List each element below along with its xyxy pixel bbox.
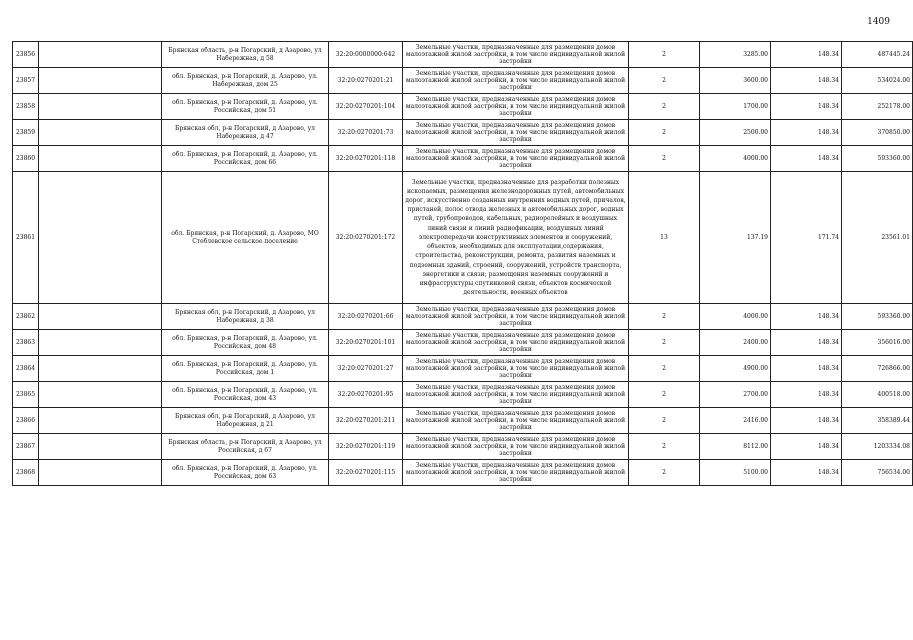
use-code-cell: 2 [629, 434, 700, 460]
use-code-cell: 2 [629, 408, 700, 434]
cadastral-number-cell: 32:20:0000000:642 [329, 42, 403, 68]
specific-value-cell: 148.34 [771, 304, 842, 330]
use-code-cell: 2 [629, 68, 700, 94]
row-number: 23865 [13, 382, 39, 408]
row-number: 23860 [13, 146, 39, 172]
cadastral-number-cell: 32:20:0270201:95 [329, 382, 403, 408]
blank-cell [39, 42, 162, 68]
row-number: 23861 [13, 172, 39, 304]
area-cell: 2400.00 [700, 330, 771, 356]
land-use-cell: Земельные участки, предназначенные для размещения домов малоэтажной жилой застройки, в том числе индивидуальной жилой застройки [403, 434, 629, 460]
cadastral-value-cell: 23561.01 [842, 172, 913, 304]
table-row [13, 460, 913, 486]
address-cell: Брянская область, р-н Погарский, д Азарово, ул Российская, д 67 [162, 434, 329, 460]
table-row [13, 68, 913, 94]
cadastral-number-cell: 32:20:0270201:73 [329, 120, 403, 146]
blank-cell [39, 68, 162, 94]
use-code-cell: 13 [629, 172, 700, 304]
address-cell: обл. Брянская, р-н Погарский, д. Азарово, ул. Российская, дом 43 [162, 382, 329, 408]
area-cell: 4000.00 [700, 304, 771, 330]
cadastral-value-cell: 252178.00 [842, 94, 913, 120]
address-cell: Брянская область, р-н Погарский, д Азарово, ул Набережная, д 58 [162, 42, 329, 68]
cadastral-number-cell: 32:20:0270201:66 [329, 304, 403, 330]
cadastral-number-cell: 32:20:0270201:211 [329, 408, 403, 434]
cadastral-value-cell: 1203334.08 [842, 434, 913, 460]
address-cell: обл. Брянская, р-н Погарский, д. Азарово, ул. Российская, дом 51 [162, 94, 329, 120]
cadastral-number-cell: 32:20:0270201:101 [329, 330, 403, 356]
blank-cell [39, 460, 162, 486]
cadastral-number-cell: 32:20:0270201:21 [329, 68, 403, 94]
blank-cell [39, 408, 162, 434]
cadastral-value-cell: 593360.00 [842, 304, 913, 330]
table-row [13, 304, 913, 330]
cadastral-value-cell: 726866.00 [842, 356, 913, 382]
address-cell: Брянская обл, р-н Погарский, д Азарово, ул Набережная, д 38 [162, 304, 329, 330]
row-number: 23858 [13, 94, 39, 120]
land-use-cell: Земельные участки, предназначенные для размещения домов малоэтажной жилой застройки, в том числе индивидуальной жилой застройки [403, 120, 629, 146]
use-code-cell: 2 [629, 460, 700, 486]
cadastral-number-cell: 32:20:0270201:27 [329, 356, 403, 382]
land-use-cell: Земельные участки, предназначенные для размещения домов малоэтажной жилой застройки, в том числе индивидуальной жилой застройки [403, 356, 629, 382]
table-row [13, 408, 913, 434]
land-use-cell: Земельные участки, предназначенные для размещения домов малоэтажной жилой застройки, в том числе индивидуальной жилой застройки [403, 460, 629, 486]
cadastral-number-cell: 32:20:0270201:115 [329, 460, 403, 486]
table-row [13, 146, 913, 172]
address-cell: обл. Брянская, р-н Погарский, д. Азарово, ул. Набережная, дом 25 [162, 68, 329, 94]
use-code-cell: 2 [629, 120, 700, 146]
use-code-cell: 2 [629, 42, 700, 68]
address-cell: обл. Брянская, р-н Погарский, д. Азарово, ул. Российская, дом 63 [162, 460, 329, 486]
specific-value-cell: 148.34 [771, 460, 842, 486]
area-cell: 3600.00 [700, 68, 771, 94]
specific-value-cell: 148.34 [771, 68, 842, 94]
area-cell: 4000.00 [700, 146, 771, 172]
row-number: 23859 [13, 120, 39, 146]
area-cell: 4900.00 [700, 356, 771, 382]
table-row [13, 434, 913, 460]
table-row [13, 356, 913, 382]
blank-cell [39, 356, 162, 382]
address-cell: обл. Брянская, р-н Погарский, д. Азарово, ул. Российская, дом 48 [162, 330, 329, 356]
area-cell: 2700.00 [700, 382, 771, 408]
land-use-cell: Земельные участки, предназначенные для разработки полезных ископаемых, размещения железнодорожных путей, автомобильных дорог, искусственно созданных внутренних водных путей, причалов, пристаней, полос отвода железных и автомобильных дорог, водных путей, трубопроводов, кабельных, радиорелейных и воздушных линий связи и линий радиофикации, воздушных линий электропередачи конструктивных элементов и сооружений, объектов, необходимых для эксплуатации,содержания, строительства, реконструкции, ремонта, развития наземных и подземных зданий, строений, сооружений, устройств транспорта, энергетики и связи; размещения наземных сооружений и инфраструктуры спутниковой связи, объектов космической деятельности, военных объектов [403, 172, 629, 304]
table-row [13, 94, 913, 120]
blank-cell [39, 120, 162, 146]
cadastral-value-cell: 487445.24 [842, 42, 913, 68]
area-cell: 3285.00 [700, 42, 771, 68]
blank-cell [39, 382, 162, 408]
land-use-cell: Земельные участки, предназначенные для размещения домов малоэтажной жилой застройки, в том числе индивидуальной жилой застройки [403, 382, 629, 408]
area-cell: 2416.00 [700, 408, 771, 434]
cadastral-value-cell: 534024.00 [842, 68, 913, 94]
area-cell: 1700.00 [700, 94, 771, 120]
address-cell: Брянская обл, р-н Погарский, д Азарово, ул Набережная, д 47 [162, 120, 329, 146]
address-cell: обл. Брянская, р-н Погарский, д. Азарово, МО Стеблевское сельское поселение [162, 172, 329, 304]
cadastral-value-cell: 400518.00 [842, 382, 913, 408]
use-code-cell: 2 [629, 330, 700, 356]
cadastral-value-cell: 358389.44 [842, 408, 913, 434]
blank-cell [39, 172, 162, 304]
cadastral-value-cell: 756534.00 [842, 460, 913, 486]
land-use-cell: Земельные участки, предназначенные для размещения домов малоэтажной жилой застройки, в том числе индивидуальной жилой застройки [403, 304, 629, 330]
row-number: 23863 [13, 330, 39, 356]
blank-cell [39, 330, 162, 356]
specific-value-cell: 148.34 [771, 146, 842, 172]
specific-value-cell: 148.34 [771, 382, 842, 408]
specific-value-cell: 148.34 [771, 94, 842, 120]
blank-cell [39, 146, 162, 172]
use-code-cell: 2 [629, 94, 700, 120]
specific-value-cell: 148.34 [771, 120, 842, 146]
row-number: 23862 [13, 304, 39, 330]
blank-cell [39, 94, 162, 120]
cadastral-value-cell: 356016.00 [842, 330, 913, 356]
row-number: 23866 [13, 408, 39, 434]
land-use-cell: Земельные участки, предназначенные для размещения домов малоэтажной жилой застройки, в том числе индивидуальной жилой застройки [403, 42, 629, 68]
blank-cell [39, 434, 162, 460]
page-number: 1409 [867, 17, 890, 27]
area-cell: 5100.00 [700, 460, 771, 486]
use-code-cell: 2 [629, 146, 700, 172]
table-row [13, 172, 913, 304]
table-row [13, 120, 913, 146]
specific-value-cell: 148.34 [771, 434, 842, 460]
use-code-cell: 2 [629, 356, 700, 382]
address-cell: обл. Брянская, р-н Погарский, д. Азарово, ул. Российская, дом 1 [162, 356, 329, 382]
row-number: 23868 [13, 460, 39, 486]
use-code-cell: 2 [629, 304, 700, 330]
row-number: 23856 [13, 42, 39, 68]
land-use-cell: Земельные участки, предназначенные для размещения домов малоэтажной жилой застройки, в том числе индивидуальной жилой застройки [403, 146, 629, 172]
use-code-cell: 2 [629, 382, 700, 408]
cadastral-value-cell: 370850.00 [842, 120, 913, 146]
blank-cell [39, 304, 162, 330]
area-cell: 2500.00 [700, 120, 771, 146]
row-number: 23867 [13, 434, 39, 460]
cadastral-number-cell: 32:20:0270201:119 [329, 434, 403, 460]
cadastral-value-cell: 593360.00 [842, 146, 913, 172]
registry-body [13, 42, 913, 486]
cadastral-number-cell: 32:20:0270201:172 [329, 172, 403, 304]
table-row [13, 42, 913, 68]
area-cell: 8112.00 [700, 434, 771, 460]
cadastral-number-cell: 32:20:0270201:118 [329, 146, 403, 172]
land-use-cell: Земельные участки, предназначенные для размещения домов малоэтажной жилой застройки, в том числе индивидуальной жилой застройки [403, 330, 629, 356]
cadastral-number-cell: 32:20:0270201:104 [329, 94, 403, 120]
table-row [13, 330, 913, 356]
area-cell: 137.19 [700, 172, 771, 304]
land-use-cell: Земельные участки, предназначенные для размещения домов малоэтажной жилой застройки, в том числе индивидуальной жилой застройки [403, 94, 629, 120]
specific-value-cell: 148.34 [771, 408, 842, 434]
row-number: 23864 [13, 356, 39, 382]
land-use-cell: Земельные участки, предназначенные для размещения домов малоэтажной жилой застройки, в том числе индивидуальной жилой застройки [403, 68, 629, 94]
address-cell: Брянская обл, р-н Погарский, д Азарово, ул Набережная, д 21 [162, 408, 329, 434]
specific-value-cell: 148.34 [771, 356, 842, 382]
address-cell: обл. Брянская, р-н Погарский, д. Азарово, ул. Российская, дом 66 [162, 146, 329, 172]
land-use-cell: Земельные участки, предназначенные для размещения домов малоэтажной жилой застройки, в том числе индивидуальной жилой застройки [403, 408, 629, 434]
row-number: 23857 [13, 68, 39, 94]
specific-value-cell: 148.34 [771, 330, 842, 356]
registry-table [12, 41, 913, 486]
specific-value-cell: 148.34 [771, 42, 842, 68]
table-row [13, 382, 913, 408]
specific-value-cell: 171.74 [771, 172, 842, 304]
